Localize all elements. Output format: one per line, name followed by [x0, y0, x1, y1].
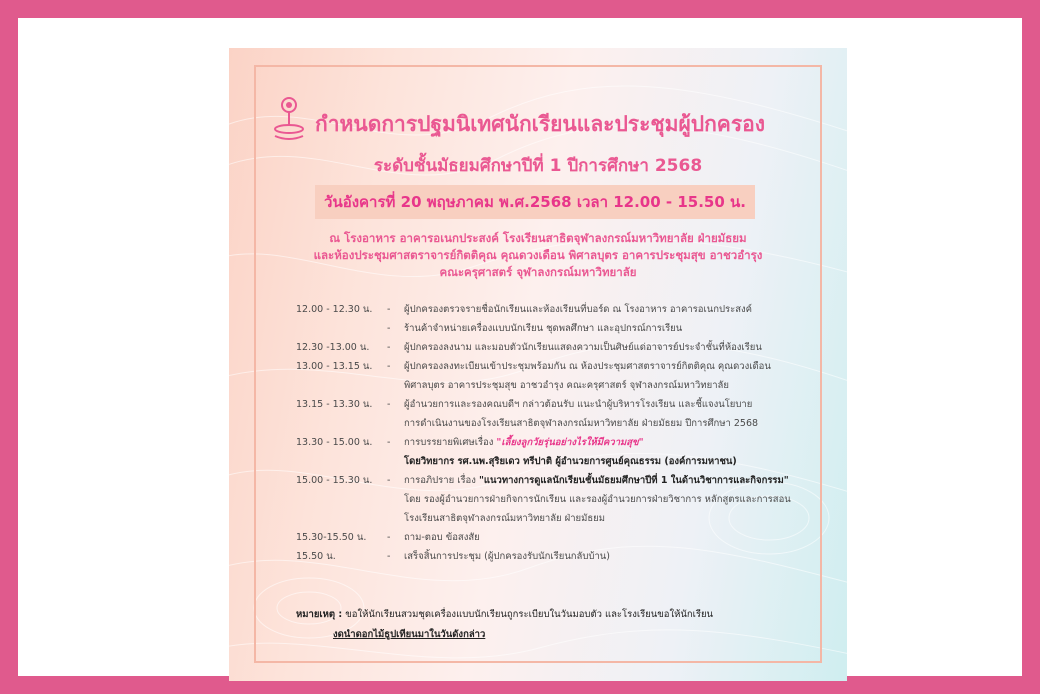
schedule-row — [296, 338, 836, 357]
schedule-row — [296, 395, 836, 414]
schedule-desc: โดย รองผู้อำนวยการฝ่ายกิจการนักเรียน และรองผู้อำนวยการฝ่ายวิชาการ หลักสูตรและการสอน — [404, 494, 791, 505]
schedule-dash: - — [387, 532, 391, 543]
schedule-desc — [404, 471, 789, 490]
venue-line-1: ณ โรงอาหาร อาคารอเนกประสงค์ โรงเรียนสาธิตจุฬาลงกรณ์มหาวิทยาลัย ฝ่ายมัธยม — [329, 231, 747, 245]
schedule-dash: - — [387, 342, 391, 353]
schedule-desc: ร้านค้าจำหน่ายเครื่องแบบนักเรียน ชุดพลศึกษา และอุปกรณ์การเรียน — [404, 323, 683, 334]
schedule-desc: พิศาลบุตร อาคารประชุมสุข อาชวอำรุง คณะครุศาสตร์ จุฬาลงกรณ์มหาวิทยาลัย — [404, 380, 729, 391]
venue-line-2: และห้องประชุมศาสตราจารย์กิตติคุณ คุณดวงเดือน พิศาลบุตร อาคารประชุมสุข อาชวอำรุง — [313, 248, 763, 262]
schedule-row — [296, 414, 836, 433]
schedule-desc: ผู้อำนวยการและรองคณบดีฯ กล่าวต้อนรับ แนะนำผู้บริหารโรงเรียน และชี้แจงนโยบาย — [404, 399, 753, 410]
schedule-dash: - — [387, 361, 391, 372]
schedule-row — [296, 357, 836, 376]
note-text-2: งดนำดอกไม้ธูปเทียนมาในวันดังกล่าว — [333, 629, 486, 640]
lecture-topic: "เลี้ยงลูกวัยรุ่นอย่างไรให้มีความสุข" — [496, 437, 644, 448]
schedule-desc: ผู้ปกครองลงนาม และมอบตัวนักเรียนแสดงความเป็นศิษย์แด่อาจารย์ประจำชั้นที่ห้องเรียน — [404, 342, 762, 353]
schedule-desc: เสร็จสิ้นการประชุม (ผู้ปกครองรับนักเรียนกลับบ้าน) — [404, 551, 610, 562]
schedule-row — [296, 319, 836, 338]
schedule-row — [296, 433, 836, 452]
schedule-row — [296, 547, 836, 566]
note-text-1: ขอให้นักเรียนสวมชุดเครื่องแบบนักเรียนถูกระเบียบในวันมอบตัว และโรงเรียนขอให้นักเรียน — [345, 609, 714, 620]
schedule-row — [296, 490, 836, 509]
note-label: หมายเหตุ : — [296, 609, 343, 620]
schedule-desc: โรงเรียนสาธิตจุฬาลงกรณ์มหาวิทยาลัย ฝ่ายมัธยม — [404, 513, 605, 524]
schedule-dash: - — [387, 323, 391, 334]
poster-title: กำหนดการปฐมนิเทศนักเรียนและประชุมผู้ปกครอง — [315, 112, 765, 136]
schedule-time: 12.00 - 12.30 น. — [296, 304, 373, 315]
schedule-row — [296, 528, 836, 547]
schedule-row — [296, 376, 836, 395]
schedule-desc — [404, 433, 644, 452]
schedule-row — [296, 509, 836, 528]
schedule-desc: ผู้ปกครองลงทะเบียนเข้าประชุมพร้อมกัน ณ ห้องประชุมศาสตราจารย์กิตติคุณ คุณดวงเดือน — [404, 361, 771, 372]
schedule-dash: - — [387, 437, 391, 448]
schedule-time: 13.15 - 13.30 น. — [296, 399, 373, 410]
schedule-time: 15.50 น. — [296, 551, 336, 562]
date-banner: วันอังคารที่ 20 พฤษภาคม พ.ศ.2568 เวลา 12.00 - 15.50 น. — [315, 185, 755, 219]
page-frame — [18, 18, 1022, 676]
schedule-time: 15.30-15.50 น. — [296, 532, 367, 543]
note-section — [296, 605, 816, 645]
schedule-time: 13.30 - 15.00 น. — [296, 437, 373, 448]
lecture-speaker: โดยวิทยากร รศ.นพ.สุริยเดว ทรีปาติ ผู้อำนวยการศูนย์คุณธรรม (องค์การมหาชน) — [404, 456, 737, 467]
schedule-dash: - — [387, 475, 391, 486]
schedule-row — [296, 452, 836, 471]
note-line-1 — [296, 605, 816, 625]
schedule-list — [296, 300, 836, 566]
schedule-dash: - — [387, 304, 391, 315]
schedule-dash: - — [387, 551, 391, 562]
schedule-row — [296, 471, 836, 490]
schedule-dash: - — [387, 399, 391, 410]
venue-text — [269, 230, 807, 281]
poster-subtitle: ระดับชั้นมัธยมศึกษาปีที่ 1 ปีการศึกษา 2568 — [373, 156, 703, 176]
schedule-time: 13.00 - 13.15 น. — [296, 361, 373, 372]
lecture-prefix: การบรรยายพิเศษเรื่อง — [404, 437, 497, 448]
schedule-desc: ถาม-ตอบ ข้อสงสัย — [404, 532, 480, 543]
venue-line-3: คณะครุศาสตร์ จุฬาลงกรณ์มหาวิทยาลัย — [439, 265, 637, 279]
announcement-poster — [229, 48, 847, 681]
schedule-desc: ผู้ปกครองตรวจรายชื่อนักเรียนและห้องเรียนที่บอร์ด ณ โรงอาหาร อาคารอเนกประสงค์ — [404, 304, 752, 315]
discussion-topic: "แนวทางการดูแลนักเรียนชั้นมัธยมศึกษาปีที่ 1 ในด้านวิชาการและกิจกรรม" — [478, 475, 789, 486]
schedule-time: 12.30 -13.00 น. — [296, 342, 370, 353]
speaker-podium-icon — [271, 96, 307, 142]
schedule-time: 15.00 - 15.30 น. — [296, 475, 373, 486]
schedule-desc: การดำเนินงานของโรงเรียนสาธิตจุฬาลงกรณ์มหาวิทยาลัย ฝ่ายมัธยม ปีการศึกษา 2568 — [404, 418, 759, 429]
discussion-prefix: การอภิปราย เรื่อง — [404, 475, 479, 486]
schedule-row — [296, 300, 836, 319]
